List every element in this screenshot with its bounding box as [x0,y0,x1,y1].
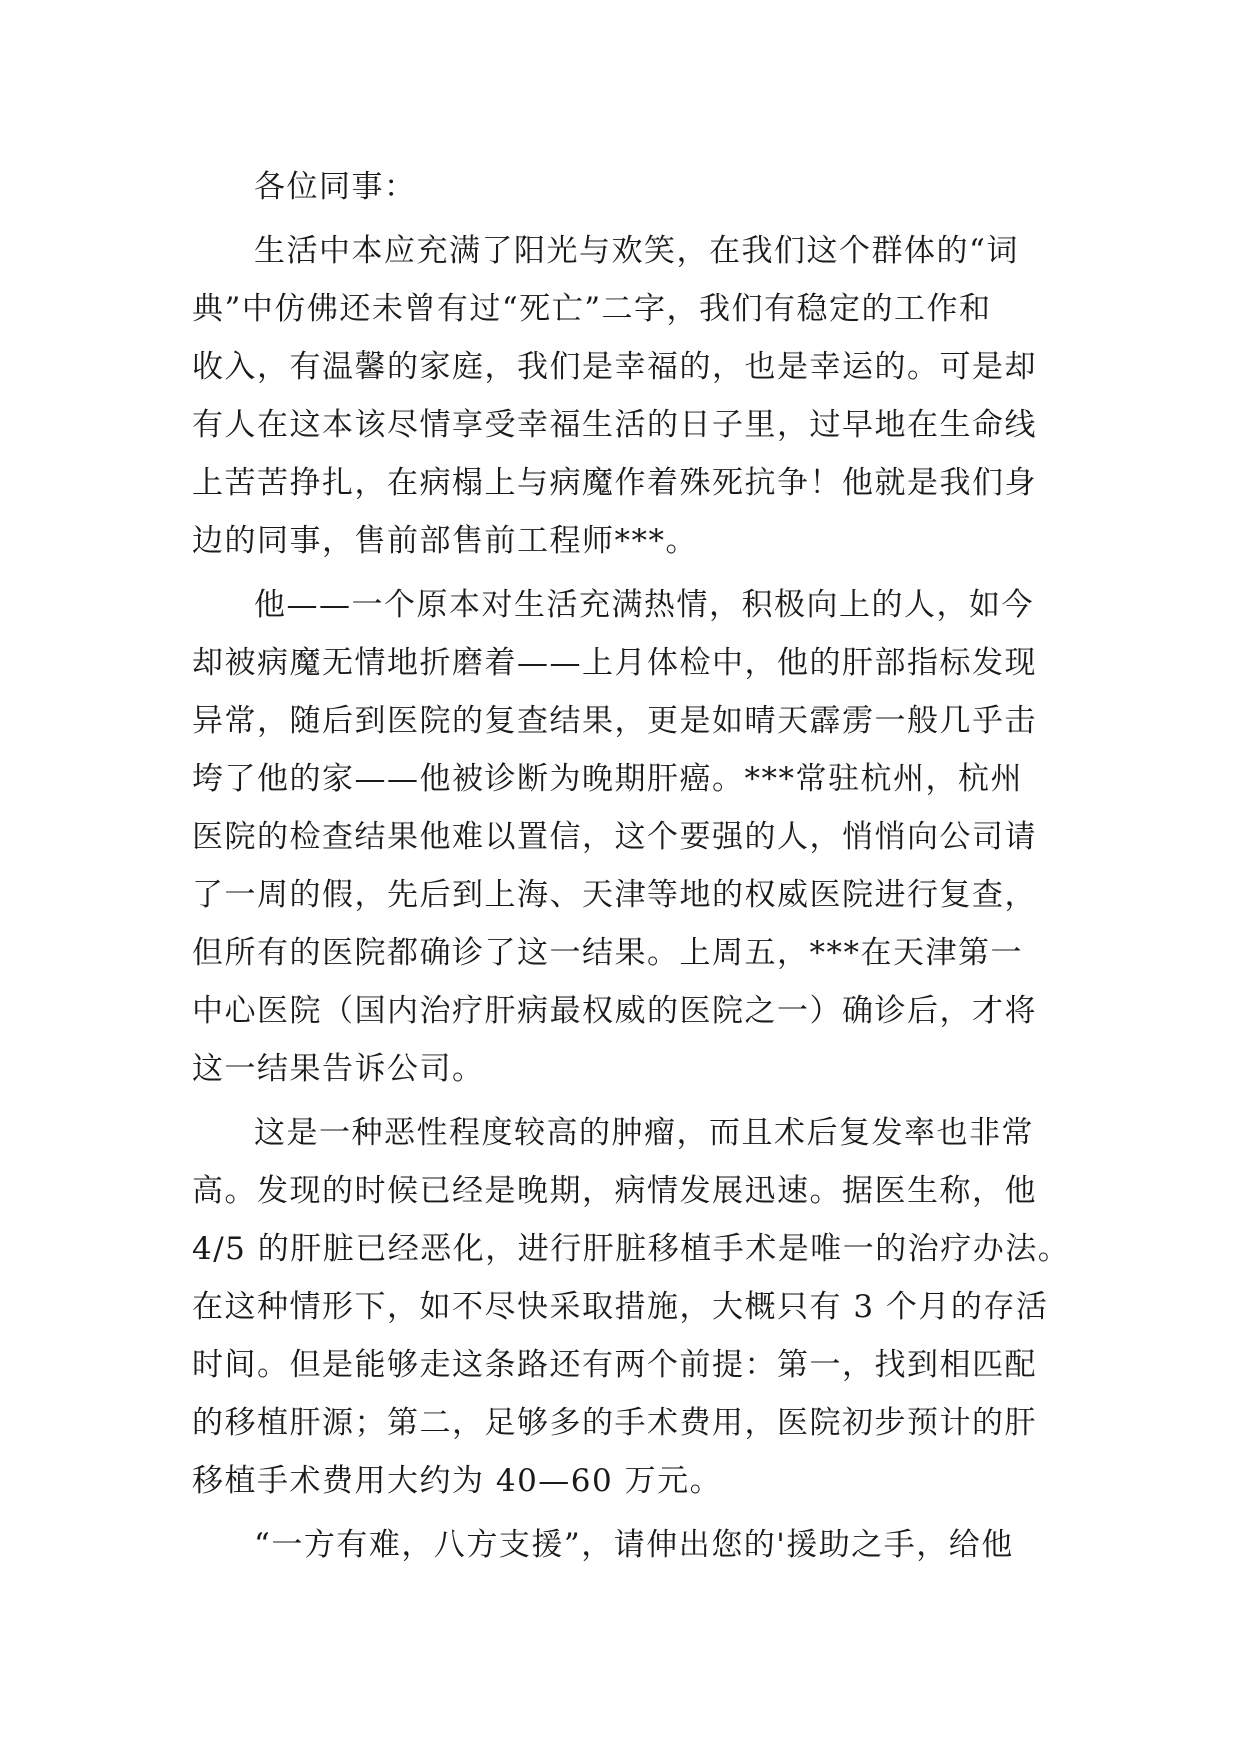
text-line: 异常，随后到医院的复查结果，更是如晴天霹雳一般几乎击 [192,703,1037,739]
letter-body [192,158,1071,1574]
text-line: 高。发现的时候已经是晚期，病情发展迅速。据医生称，他 [192,1173,1037,1209]
text-line: 的移植肝源；第二，足够多的手术费用，医院初步预计的肝 [192,1405,1037,1441]
text-line: 垮了他的家——他被诊断为晚期肝癌。***常驻杭州，杭州 [192,761,1023,797]
text-line: 这一结果告诉公司。 [192,1051,485,1087]
paragraph-1 [192,222,1054,570]
text-line: 医院的检查结果他难以置信，这个要强的人，悄悄向公司请 [192,819,1037,855]
text-line: 了一周的假，先后到上海、天津等地的权威医院进行复查， [192,877,1037,913]
text-line: 时间。但是能够走这条路还有两个前提：第一，找到相匹配 [192,1347,1037,1383]
text-line: 上苦苦挣扎，在病榻上与病魔作着殊死抗争！他就是我们身 [192,465,1037,501]
text-line: 有人在这本该尽情享受幸福生活的日子里，过早地在生命线 [192,407,1037,443]
paragraph-4 [192,1516,1054,1574]
text-line: 移植手术费用大约为 40—60 万元。 [192,1463,723,1499]
text-line: 在这种情形下，如不尽快采取措施，大概只有 3 个月的存活 [192,1289,1049,1325]
text-line: “一方有难，八方支援”，请伸出您的'援助之手，给他 [254,1527,1014,1563]
text-line: 4/5 的肝脏已经恶化，进行肝脏移植手术是唯一的治疗办法。 [192,1231,1071,1267]
text-line: 却被病魔无情地折磨着——上月体检中，他的肝部指标发现 [192,645,1037,681]
text-line: 中心医院（国内治疗肝病最权威的医院之一）确诊后，才将 [192,993,1037,1029]
text-line: 生活中本应充满了阳光与欢笑，在我们这个群体的“词 [254,233,1019,269]
text-line: 但所有的医院都确诊了这一结果。上周五，***在天津第一 [192,935,1023,971]
text-line: 这是一种恶性程度较高的肿瘤，而且术后复发率也非常 [254,1115,1034,1151]
text-line: 收入，有温馨的家庭，我们是幸福的，也是幸运的。可是却 [192,349,1037,385]
paragraph-2 [192,576,1054,1098]
text-line: 边的同事，售前部售前工程师***。 [192,523,698,559]
text-line: 典”中仿佛还未曾有过“死亡”二字，我们有稳定的工作和 [192,291,992,327]
salutation: 各位同事： [254,169,417,205]
text-line: 他——一个原本对生活充满热情，积极向上的人，如今 [254,587,1034,623]
paragraph-3 [192,1104,1071,1510]
